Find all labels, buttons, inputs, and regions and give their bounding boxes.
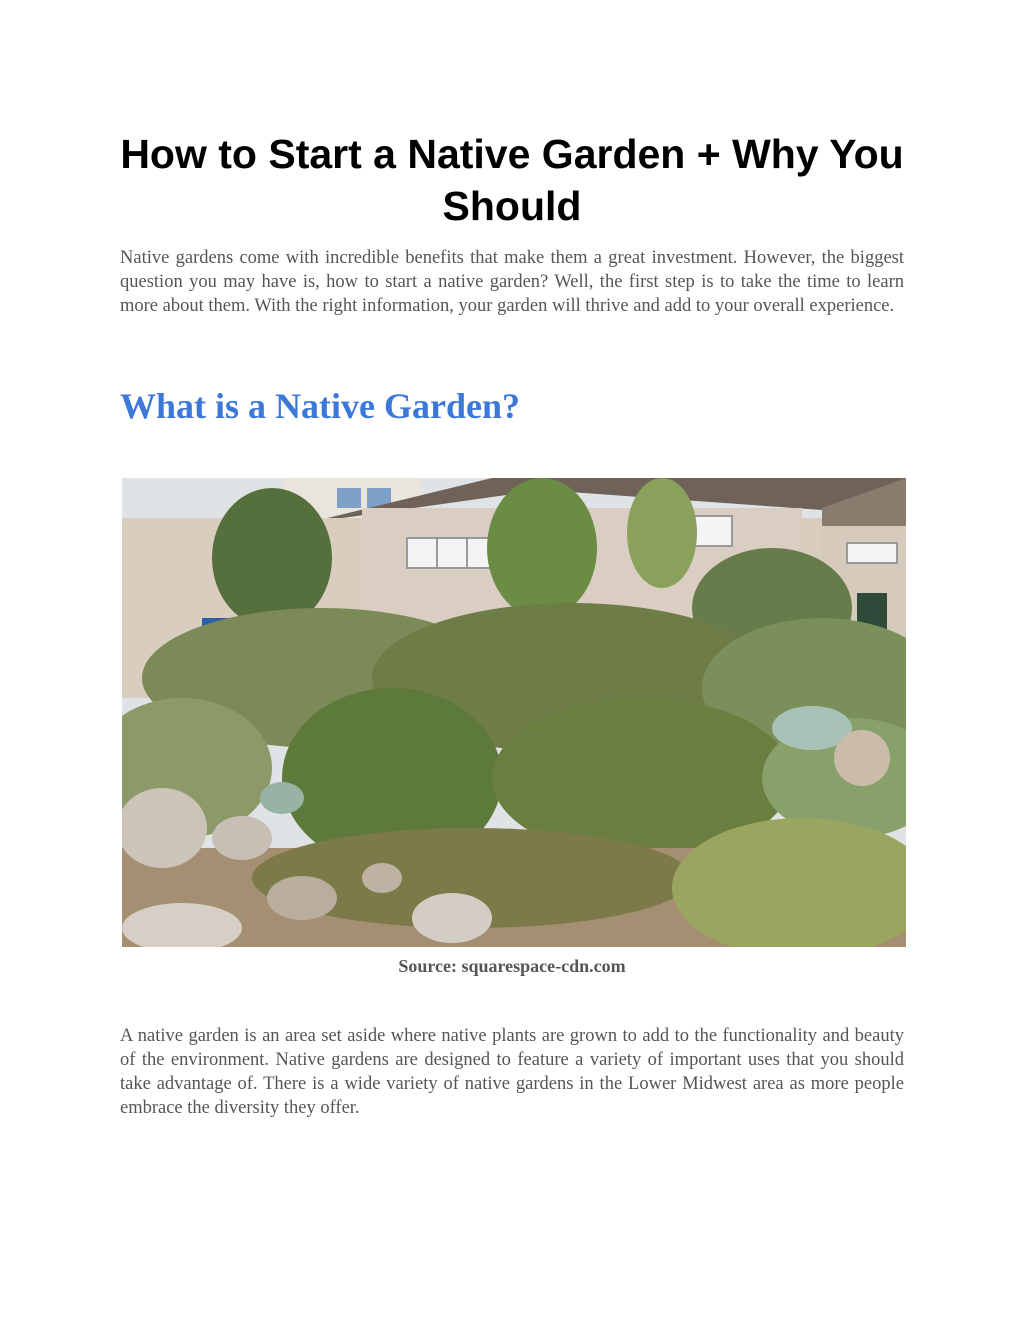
intro-paragraph: Native gardens come with incredible benefits that make them a great investment. However, the biggest question you may have is, how to start a native garden? Well, the first step is to take the time to learn more about them. With the right information, your garden will thrive and add to your overall experience.	[120, 248, 904, 316]
section-body-paragraph: A native garden is an area set aside where native plants are grown to add to the functionality and beauty of the environment. Native gardens are designed to feature a variety of important uses that you should take advantage of. There is a wide variety of native gardens in the Lower Midwest area as more people embrace the diversity they offer.	[120, 1026, 904, 1118]
image-caption: Source: squarespace-cdn.com	[398, 956, 626, 976]
garden-photo	[122, 478, 906, 947]
page-title: How to Start a Native Garden + Why You Should	[120, 131, 904, 229]
section-heading: What is a Native Garden?	[120, 386, 520, 426]
